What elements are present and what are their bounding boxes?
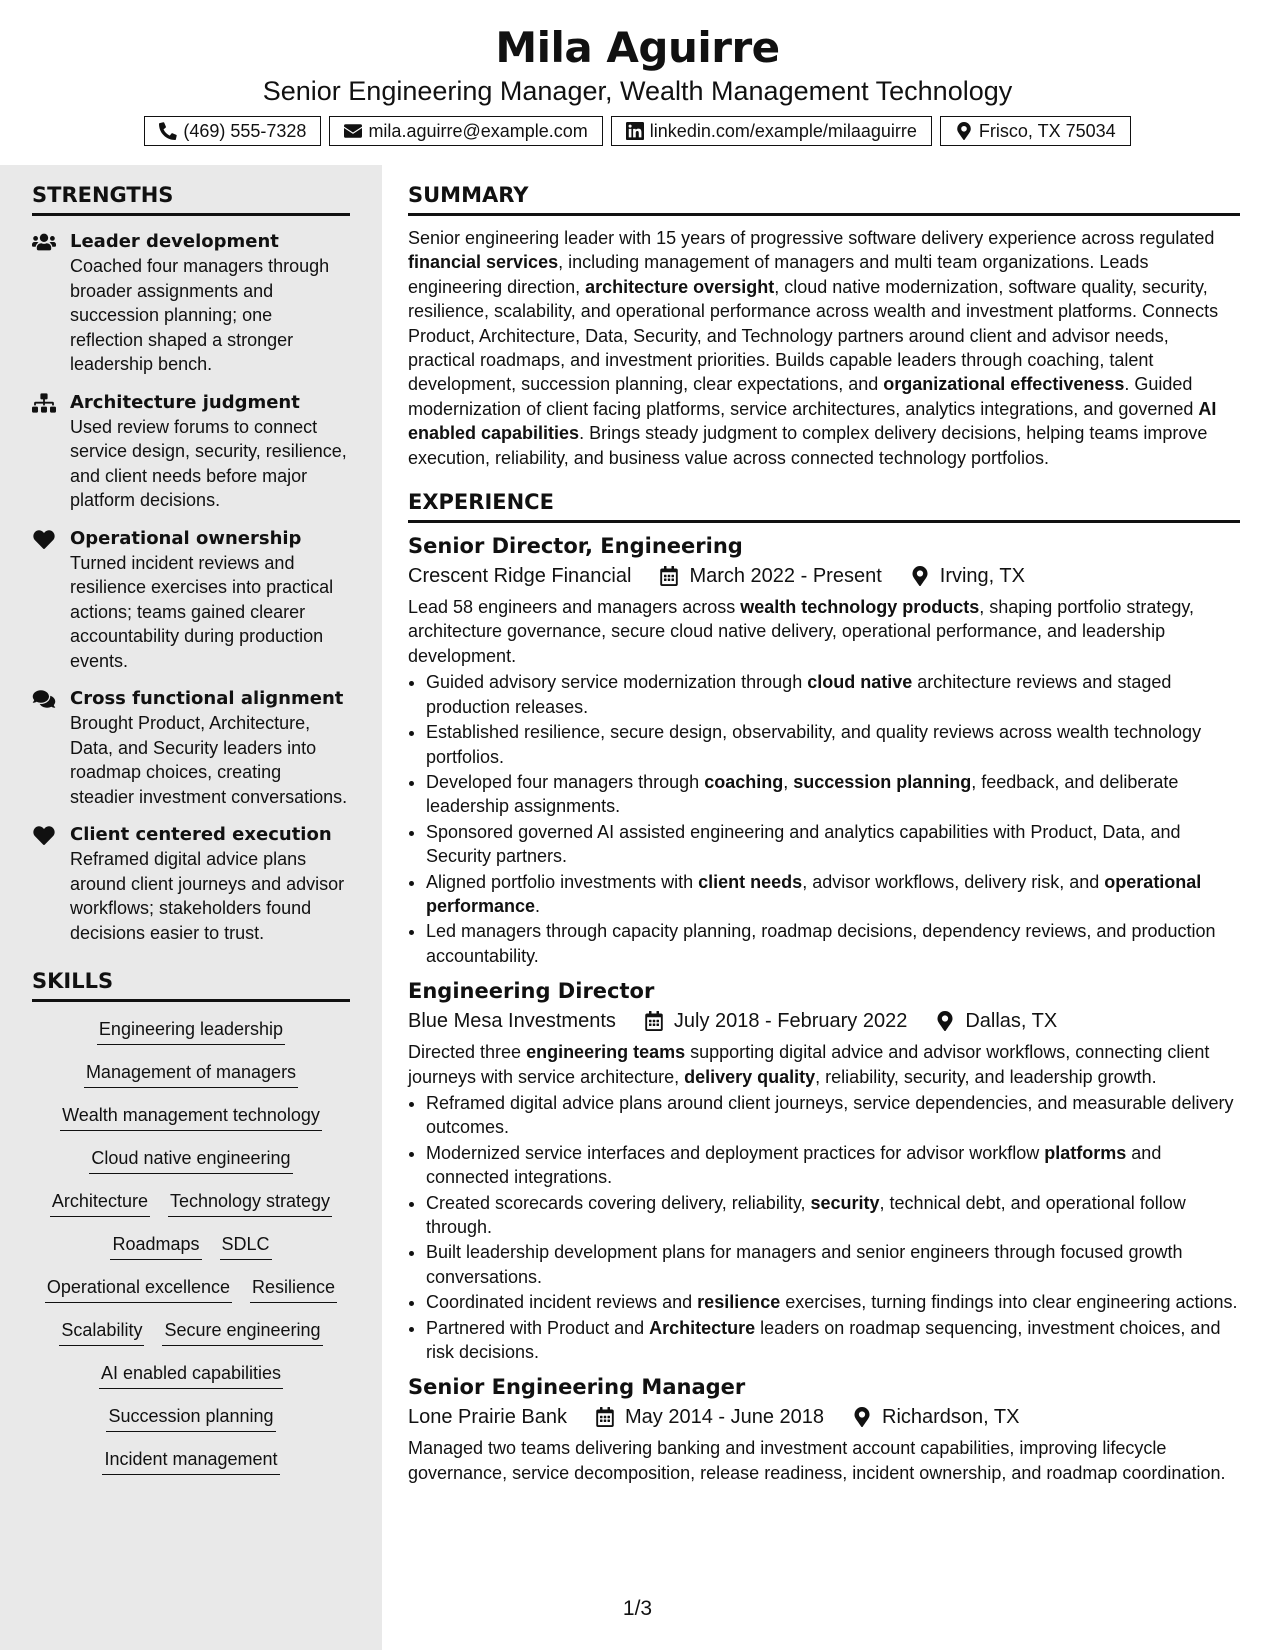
job-summary [408,1436,1240,1485]
strength-description: Reframed digital advice plans around client journeys and advisor workflows; stakeholders found decisions easier to trust. [70,849,345,943]
job-dates: May 2014 - June 2018 [624,1406,825,1429]
emphasis-text: succession planning [793,771,972,792]
job-bullet [426,670,1240,719]
envelope-icon [344,122,362,140]
skill-row [32,1317,350,1346]
skill-tag: Roadmaps [110,1231,201,1260]
job-company: Crescent Ridge Financial [408,565,632,588]
emphasis-text: security [810,1192,880,1213]
skill-tag: AI enabled capabilities [99,1360,283,1389]
strengths-list [32,230,350,945]
location-pin-icon [910,566,930,586]
emphasis-text: cloud native [807,672,913,693]
job-location: Irving, TX [939,565,1025,588]
strength-item [32,823,350,945]
emphasis-text: Architecture [649,1317,756,1338]
sidebar [0,165,382,1650]
skill-tag: Technology strategy [168,1188,332,1217]
text-run: Sponsored governed AI assisted engineering and analytics capabilities with Product, Data, and Security partners. [426,821,1181,867]
text-run: Managed two teams delivering banking and investment account capabilities, improving lifecycle governance, service decomposition, release readiness, incident ownership, and roadmap coordination. [408,1438,1226,1483]
text-run: , feedback, and deliberate leadership assignments. [426,771,1179,817]
text-run: Partnered with Product and [426,1317,650,1338]
skill-row [32,1102,350,1131]
job-bullet [426,1191,1240,1240]
emphasis-text: wealth technology products [740,597,980,618]
skill-row [32,1188,350,1217]
skill-tag: Scalability [59,1317,144,1346]
phone-icon [159,122,177,140]
job-meta [408,1006,1240,1036]
job-entry [408,531,1240,968]
text-run: supporting digital advice and advisor workflows, connecting client journeys with service architecture, [408,1042,1210,1087]
contact-location-text: Frisco, TX 75034 [978,121,1116,141]
text-run: Reframed digital advice plans around client journeys, service dependencies, and measurable delivery outcomes. [426,1092,1234,1138]
text-run: , advisor workflows, delivery risk, and [802,871,1105,892]
skill-tag: Cloud native engineering [89,1145,292,1174]
strength-item [32,527,350,674]
sitemap-icon [32,393,56,413]
location-pin-icon [935,1011,955,1031]
skill-tag: Succession planning [106,1403,275,1432]
contact-linkedin[interactable] [611,116,932,146]
text-run: Directed three [408,1042,527,1063]
job-summary [408,1040,1240,1089]
candidate-name: Mila Aguirre [495,23,780,72]
job-summary [408,595,1240,668]
emphasis-text: resilience [697,1292,781,1313]
skill-tag: Engineering leadership [97,1016,285,1045]
job-bullet [426,1316,1240,1365]
text-run: Coordinated incident reviews and [426,1292,698,1313]
emphasis-text: architecture oversight [585,276,775,297]
job-company: Blue Mesa Investments [408,1010,616,1033]
text-run: Aligned portfolio investments with [426,871,699,892]
strength-item [32,230,350,377]
job-bullet [426,1290,1240,1314]
strength-description: Coached four managers through broader assignments and succession planning; one reflection shaped a stronger leadership bench. [70,256,330,374]
skill-row [32,1016,350,1045]
strength-title: Operational ownership [70,527,302,549]
job-bullets [408,670,1240,968]
contact-bar [0,116,1275,146]
job-dates: July 2018 - February 2022 [673,1010,908,1033]
main-content [408,165,1240,1485]
job-dates: March 2022 - Present [689,565,882,588]
emphasis-text: coaching [704,771,784,792]
job-bullet [426,1091,1240,1140]
text-run: , including management of managers and multi team organizations. Leads engineering direction, [408,252,1149,297]
job-company: Lone Prairie Bank [408,1406,567,1429]
text-run: Senior engineering leader with 15 years of progressive software delivery experience across regulated [408,228,1215,248]
calendar-icon [644,1011,664,1031]
strength-title: Client centered execution [70,824,332,845]
text-run: . Brings steady judgment to complex delivery decisions, helping teams improve execution, reliability, and business value across connected technology portfolios. [408,423,1208,468]
skill-row [32,1059,350,1088]
heart-icon [32,825,56,845]
job-bullet [426,870,1240,919]
strength-title: Leader development [70,231,279,252]
skill-row [32,1403,350,1432]
text-run: , reliability, security, and leadership growth. [815,1066,1157,1087]
users-icon [32,232,56,252]
experience-list [408,531,1240,1485]
experience-heading: EXPERIENCE [408,488,1240,523]
skill-tag: Architecture [50,1188,150,1217]
emphasis-text: financial services [408,252,559,273]
strength-description: Turned incident reviews and resilience exercises into practical actions; teams gained clearer accountability during production events. [70,552,334,671]
summary-text [408,226,1240,470]
calendar-icon [659,566,679,586]
text-run: Built leadership development plans for managers and senior engineers through focused growth conversations. [426,1242,1183,1287]
comments-icon [32,689,56,709]
page-number [0,1596,1275,1622]
text-run: , shaping portfolio strategy, architecture governance, secure cloud native delivery, operational performance, and leadership development. [408,597,1195,666]
skill-tag: SDLC [220,1231,272,1260]
text-run: exercises, turning findings into clear engineering actions. [780,1292,1238,1313]
job-meta [408,561,1240,591]
page-number-text: 1/3 [622,1597,653,1620]
text-run: , technical debt, and operational follow through. [426,1192,1186,1237]
contact-phone[interactable] [144,116,321,146]
skill-row [32,1231,350,1260]
job-bullet [426,919,1240,968]
job-bullet [426,770,1240,819]
emphasis-text: engineering teams [526,1042,686,1063]
contact-phone-text: (469) 555-7328 [183,121,307,141]
strengths-heading: STRENGTHS [32,181,350,216]
contact-linkedin-text: linkedin.com/example/milaaguirre [649,121,917,141]
text-run: Developed four managers through [426,771,705,792]
job-entry [408,1372,1240,1485]
strength-description: Used review forums to connect service design, security, resilience, and client needs before major platform decisions. [70,416,347,510]
job-bullet [426,820,1240,869]
linkedin-icon [626,122,644,140]
skill-tag: Secure engineering [162,1317,322,1346]
text-run: leaders on roadmap sequencing, investment choices, and risk decisions. [426,1317,1221,1363]
resume-header [0,0,1275,142]
emphasis-text: AI enabled capabilities [408,398,1217,444]
emphasis-text: delivery quality [684,1066,816,1087]
text-run: Established resilience, secure design, observability, and quality reviews across wealth technology portfolios. [426,722,1202,767]
job-meta [408,1402,1240,1432]
text-run: architecture reviews and staged production releases. [426,672,1172,717]
strength-description: Brought Product, Architecture, Data, and Security leaders into roadmap choices, creating steadier investment conversations. [70,713,348,807]
emphasis-text: client needs [698,871,803,892]
text-run: . Guided modernization of client facing platforms, service architectures, analytics integrations, and governed [408,374,1199,419]
job-location: Dallas, TX [965,1010,1058,1033]
text-run: Created scorecards covering delivery, reliability, [426,1192,811,1213]
contact-location[interactable] [940,116,1131,146]
job-bullet [426,1240,1240,1289]
text-run: . [535,895,541,916]
strength-title: Architecture judgment [70,391,300,413]
strength-title: Cross functional alignment [70,688,344,709]
location-pin-icon [852,1407,872,1427]
job-title: Senior Director, Engineering [408,534,743,559]
candidate-title: Senior Engineering Manager, Wealth Management Technology [262,76,1013,106]
skill-row [32,1274,350,1303]
emphasis-text: platforms [1044,1142,1127,1163]
job-location: Richardson, TX [882,1406,1020,1429]
text-run: Guided advisory service modernization through [426,672,808,693]
skill-row [32,1360,350,1389]
location-pin-icon [955,122,973,140]
skill-tag: Management of managers [84,1059,298,1088]
heart-icon [32,529,56,549]
summary-heading: SUMMARY [408,181,1240,216]
calendar-icon [595,1407,615,1427]
skill-row [32,1145,350,1174]
strength-item [32,391,350,513]
text-run: Led managers through capacity planning, roadmap decisions, dependency reviews, and production accountability. [426,921,1216,966]
job-title: Senior Engineering Manager [408,1375,746,1400]
skill-tag: Operational excellence [45,1274,232,1303]
text-run: Modernized service interfaces and deployment practices for advisor workflow [426,1142,1045,1163]
job-bullet [426,1141,1240,1190]
job-bullets [408,1091,1240,1364]
text-run: , [783,771,794,792]
skill-tag: Wealth management technology [60,1102,322,1131]
skill-tag: Resilience [250,1274,337,1303]
text-run: , cloud native modernization, software quality, security, resilience, scalability, and operational performance across wealth and investment platforms. Connects Product, Architecture, Data, Security, and Technology partners around client and advisor needs, practical roadmaps, and investment priorities. Builds capable leaders through coaching, talent development, succession planning, clear expectations, and [408,276,1219,395]
job-title: Engineering Director [408,979,655,1004]
contact-email-text: mila.aguirre@example.com [368,121,588,141]
skills-heading: SKILLS [32,967,350,1002]
text-run: Lead 58 engineers and managers across [408,597,741,618]
job-bullet [426,720,1240,769]
skills-list [32,1016,350,1475]
emphasis-text: operational performance [426,871,1202,916]
text-run: and connected integrations. [426,1142,1162,1188]
contact-email[interactable] [329,116,602,146]
strength-item [32,687,350,809]
skill-tag: Incident management [102,1446,279,1475]
job-entry [408,976,1240,1364]
skill-row [32,1446,350,1475]
emphasis-text: organizational effectiveness [883,374,1125,395]
